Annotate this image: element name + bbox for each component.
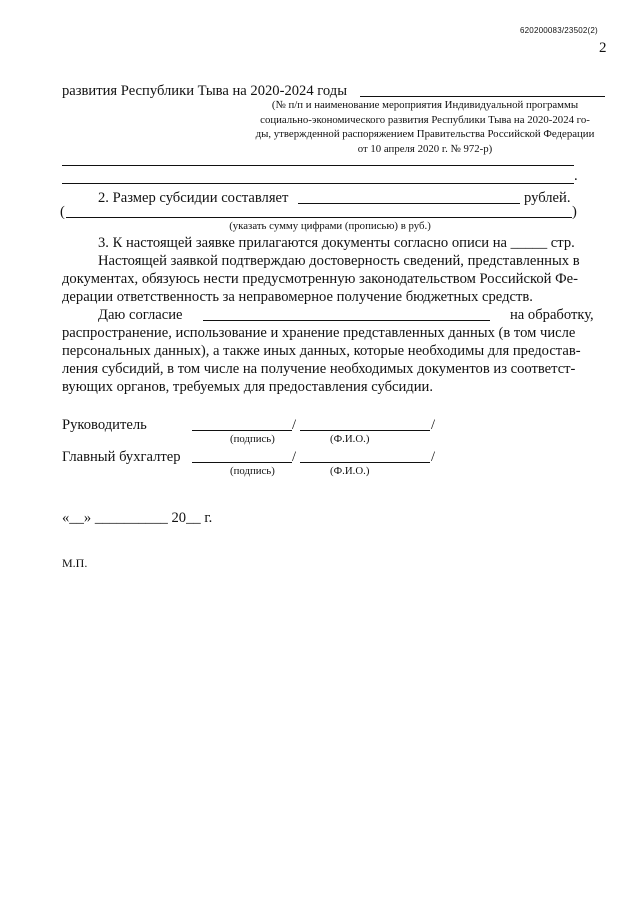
year-blank[interactable]: __ bbox=[186, 510, 201, 526]
month-blank[interactable]: __________ bbox=[94, 510, 168, 526]
signature-role: Главный бухгалтер bbox=[62, 449, 181, 465]
consent-line: ления субсидий, в том числе на получение необходимых документов из соответст- bbox=[62, 361, 576, 377]
blank-line[interactable] bbox=[62, 165, 574, 166]
open-paren: ( bbox=[60, 204, 65, 220]
document-id: 620200083/23502(2) bbox=[520, 26, 598, 35]
confirm-line: документах, обязуюсь нести предусмотренную законодательством Российской Фе- bbox=[62, 271, 578, 287]
intro-note-line: ды, утвержденной распоряжением Правительства Российской Федерации bbox=[255, 128, 595, 140]
signature-slash: / bbox=[431, 417, 436, 433]
year-prefix: 20 bbox=[171, 510, 187, 526]
intro-line: развития Республики Тыва на 2020-2024 годы bbox=[62, 83, 348, 99]
consent-end: на обработку, bbox=[510, 307, 594, 323]
signature-line[interactable] bbox=[192, 430, 292, 431]
consent-line: распространение, использование и хранение представленных данных (в том числе bbox=[62, 325, 576, 341]
close-paren: ) bbox=[572, 204, 577, 220]
date-line bbox=[62, 509, 212, 527]
attachments-pages-unit: стр. bbox=[550, 235, 575, 251]
confirm-line: Настоящей заявкой подтверждаю достоверность сведений, представленных в bbox=[98, 253, 580, 269]
dot: . bbox=[574, 168, 578, 184]
subsidy-text: 2. Размер субсидии составляет bbox=[98, 190, 289, 206]
page-number: 2 bbox=[599, 40, 607, 56]
confirm-line: дерации ответственность за неправомерное получение бюджетных средств. bbox=[62, 289, 533, 305]
subsidy-currency: рублей. bbox=[524, 190, 571, 206]
intro-blank-line[interactable] bbox=[360, 96, 605, 97]
intro-note-line: социально-экономического развития Республики Тыва на 2020-2024 го- bbox=[260, 113, 590, 126]
signature-label: (подпись) bbox=[230, 465, 275, 477]
intro-note-line: (№ п/п и наименование мероприятия Индивидуальной программы bbox=[271, 99, 579, 111]
quote-open: « bbox=[62, 510, 70, 526]
subsidy-amount-line[interactable] bbox=[298, 203, 520, 204]
consent-start: Даю согласие bbox=[98, 307, 183, 323]
intro-note-line: от 10 апреля 2020 г. № 972-р) bbox=[357, 142, 493, 155]
consent-line: вующих органов, требуемых для предоставления субсидии. bbox=[62, 379, 433, 395]
subsidy-words-line[interactable] bbox=[66, 217, 572, 218]
year-suffix: г. bbox=[204, 510, 213, 526]
name-line[interactable] bbox=[300, 462, 430, 463]
signature-role: Руководитель bbox=[62, 417, 147, 433]
attachments-pages-blank[interactable]: _____ bbox=[510, 235, 548, 251]
subsidy-hint: (указать сумму цифрами (прописью) в руб.) bbox=[229, 220, 431, 232]
name-label: (Ф.И.О.) bbox=[330, 465, 370, 477]
intro-note bbox=[240, 98, 610, 156]
attachments-text bbox=[98, 234, 575, 252]
consent-line: персональных данных), а также иных данных, которые необходимы для предостав- bbox=[62, 343, 581, 359]
name-label: (Ф.И.О.) bbox=[330, 433, 370, 445]
name-line[interactable] bbox=[300, 430, 430, 431]
signature-slash: / bbox=[292, 449, 297, 465]
signature-slash: / bbox=[292, 417, 297, 433]
quote-close: » bbox=[83, 510, 92, 526]
consent-blank-line[interactable] bbox=[203, 320, 490, 321]
blank-line[interactable] bbox=[62, 183, 574, 184]
attachments-label: 3. К настоящей заявке прилагаются документы согласно описи на bbox=[98, 235, 507, 251]
signature-slash: / bbox=[431, 449, 436, 465]
day-blank[interactable]: __ bbox=[69, 510, 84, 526]
signature-line[interactable] bbox=[192, 462, 292, 463]
stamp-place: М.П. bbox=[62, 556, 88, 570]
signature-label: (подпись) bbox=[230, 433, 275, 445]
